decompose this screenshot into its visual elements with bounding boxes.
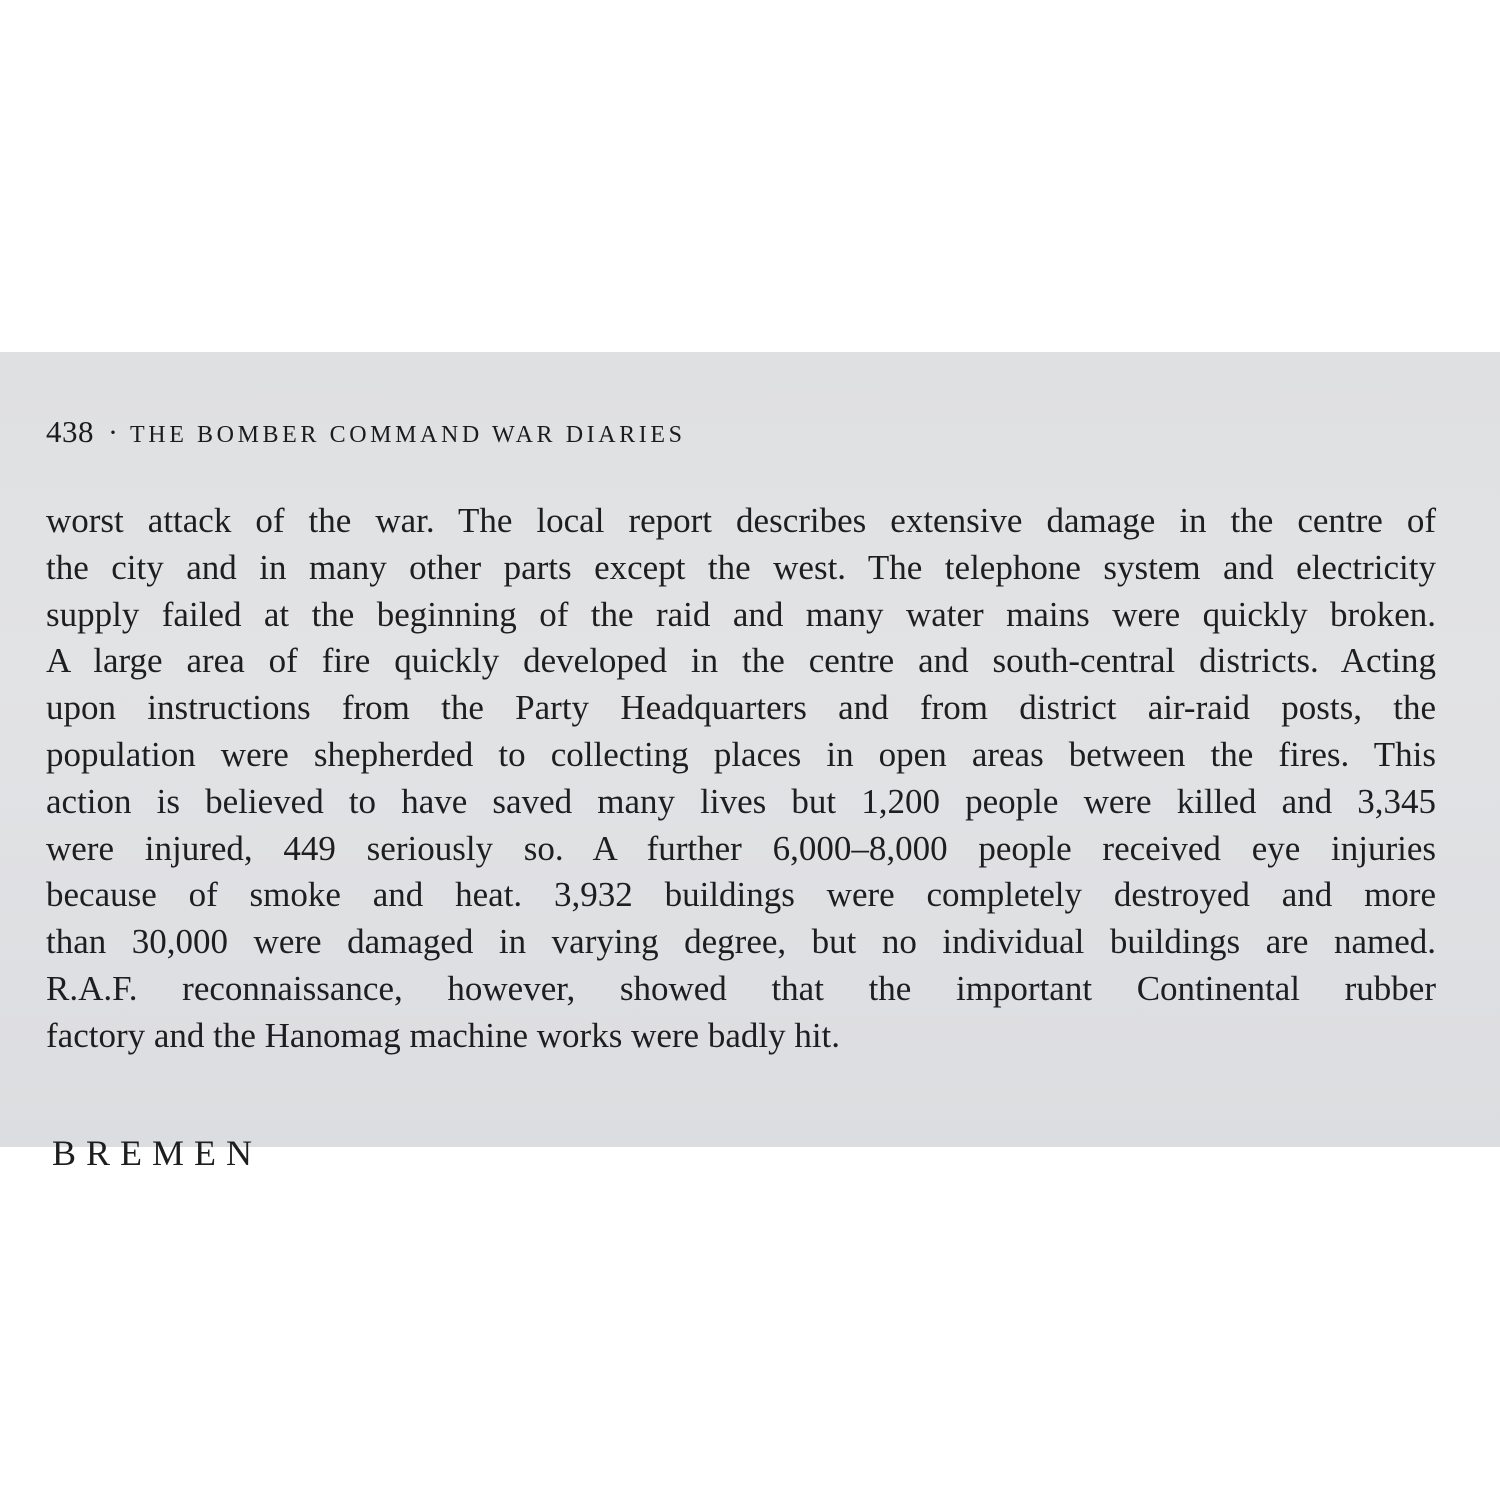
running-head: [46, 414, 686, 450]
text-line: A large area of fire quickly developed in the centre and south-central districts. Acting: [46, 641, 1436, 681]
book-page-photo: [0, 352, 1500, 1173]
text-line: were injured, 449 seriously so. A further 6,000–8,000 people received eye injuries: [46, 828, 1436, 868]
text-line: supply failed at the beginning of the raid and many water mains were quickly broken.: [46, 594, 1436, 634]
text-line: R.A.F. reconnaissance, however, showed that the important Continental rubber: [46, 968, 1436, 1008]
text-line: the city and in many other parts except the west. The telephone system and electricity: [46, 547, 1436, 587]
text-line: upon instructions from the Party Headquarters and from district air-raid posts, the: [46, 688, 1436, 728]
body-paragraph: [46, 498, 1436, 1060]
text-line: than 30,000 were damaged in varying degree, but no individual buildings are named.: [46, 922, 1436, 962]
text-line: because of smoke and heat. 3,932 buildings were completely destroyed and more: [46, 875, 1436, 915]
text-line: factory and the Hanomag machine works were badly hit.: [46, 1015, 841, 1055]
running-head-separator: ·: [108, 416, 118, 449]
book-title: THE BOMBER COMMAND WAR DIARIES: [130, 422, 686, 448]
next-section-heading: BREMEN: [52, 1133, 263, 1173]
text-line: action is believed to have saved many lives but 1,200 people were killed and 3,345: [46, 781, 1436, 821]
text-line: worst attack of the war. The local report describes extensive damage in the centre of: [46, 501, 1436, 540]
page-number: 438: [46, 414, 94, 449]
text-line: population were shepherded to collecting places in open areas between the fires. This: [46, 734, 1436, 774]
